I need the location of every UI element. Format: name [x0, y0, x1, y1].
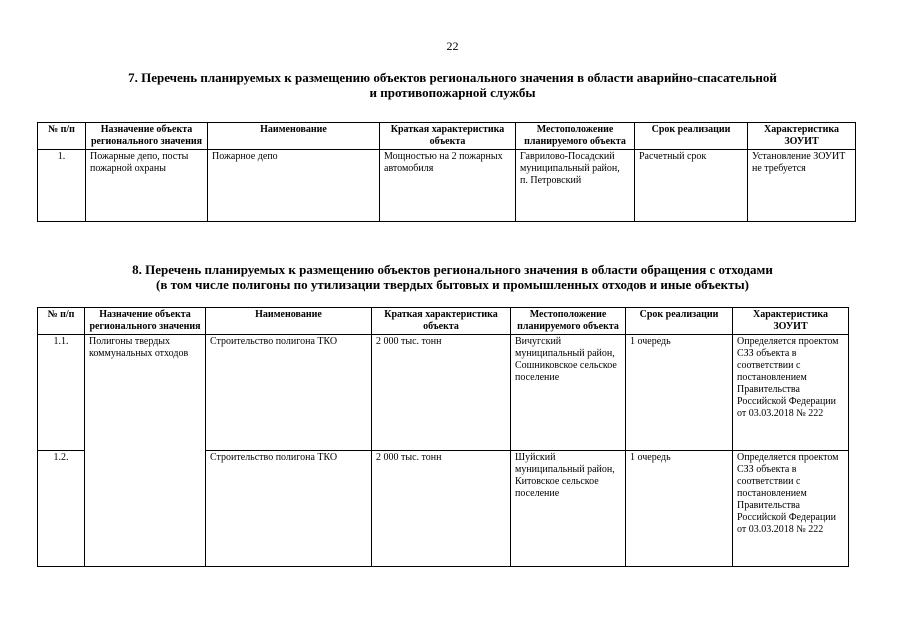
column-header-zouit: Характеристика ЗОУИТ — [733, 308, 849, 335]
cell-number: 1. — [38, 150, 86, 222]
column-header-term: Срок реализации — [626, 308, 733, 335]
column-header-number: № п/п — [38, 308, 85, 335]
table-header-row — [38, 123, 856, 150]
cell-term: 1 очередь — [626, 451, 733, 567]
cell-location: Шуйский муниципальный район, Китовское сельское поселение — [511, 451, 626, 567]
column-header-number: № п/п — [38, 123, 86, 150]
cell-zouit: Определяется проектом СЗЗ объекта в соответствии с постановлением Правительства Российской Федерации от 03.03.2018 № 222 — [733, 451, 849, 567]
column-header-characteristic: Краткая характеристика объекта — [372, 308, 511, 335]
cell-name: Пожарное депо — [208, 150, 380, 222]
cell-number: 1.1. — [38, 335, 85, 451]
column-header-zouit: Характеристика ЗОУИТ — [748, 123, 856, 150]
cell-zouit: Определяется проектом СЗЗ объекта в соответствии с постановлением Правительства Российской Федерации от 03.03.2018 № 222 — [733, 335, 849, 451]
cell-term: Расчетный срок — [635, 150, 748, 222]
section-8-table — [37, 307, 849, 567]
column-header-location: Местоположение планируемого объекта — [516, 123, 635, 150]
section-7-table — [37, 122, 856, 222]
table-header-row — [38, 308, 849, 335]
cell-characteristic: 2 000 тыс. тонн — [372, 451, 511, 567]
column-header-characteristic: Краткая характеристика объекта — [380, 123, 516, 150]
cell-number: 1.2. — [38, 451, 85, 567]
cell-purpose: Полигоны твердых коммунальных отходов — [85, 335, 206, 567]
table-row — [38, 150, 856, 222]
section-7-heading — [40, 70, 865, 100]
cell-name: Строительство полигона ТКО — [206, 451, 372, 567]
page-number: 22 — [446, 39, 459, 53]
column-header-purpose: Назначение объекта регионального значения — [86, 123, 208, 150]
table-row — [38, 335, 849, 451]
cell-term: 1 очередь — [626, 335, 733, 451]
cell-location: Гаврилово-Посадский муниципальный район, п. Петровский — [516, 150, 635, 222]
section-7-heading-line-1: 7. Перечень планируемых к размещению объектов регионального значения в области аварийно-спасательной — [128, 70, 777, 85]
cell-characteristic: Мощностью на 2 пожарных автомобиля — [380, 150, 516, 222]
column-header-name: Наименование — [206, 308, 372, 335]
cell-name: Строительство полигона ТКО — [206, 335, 372, 451]
cell-characteristic: 2 000 тыс. тонн — [372, 335, 511, 451]
section-7-heading-line-2: и противопожарной службы — [369, 85, 536, 100]
column-header-term: Срок реализации — [635, 123, 748, 150]
column-header-purpose: Назначение объекта регионального значения — [85, 308, 206, 335]
section-8-heading-line-2: (в том числе полигоны по утилизации твердых бытовых и промышленных отходов и иные объекты) — [156, 277, 749, 292]
cell-purpose: Пожарные депо, посты пожарной охраны — [86, 150, 208, 222]
column-header-name: Наименование — [208, 123, 380, 150]
cell-location: Вичугский муниципальный район, Сошниковское сельское поселение — [511, 335, 626, 451]
section-8-heading — [40, 262, 865, 292]
column-header-location: Местоположение планируемого объекта — [511, 308, 626, 335]
cell-zouit: Установление ЗОУИТ не требуется — [748, 150, 856, 222]
section-8-heading-line-1: 8. Перечень планируемых к размещению объектов регионального значения в области обращения с отходами — [132, 262, 773, 277]
